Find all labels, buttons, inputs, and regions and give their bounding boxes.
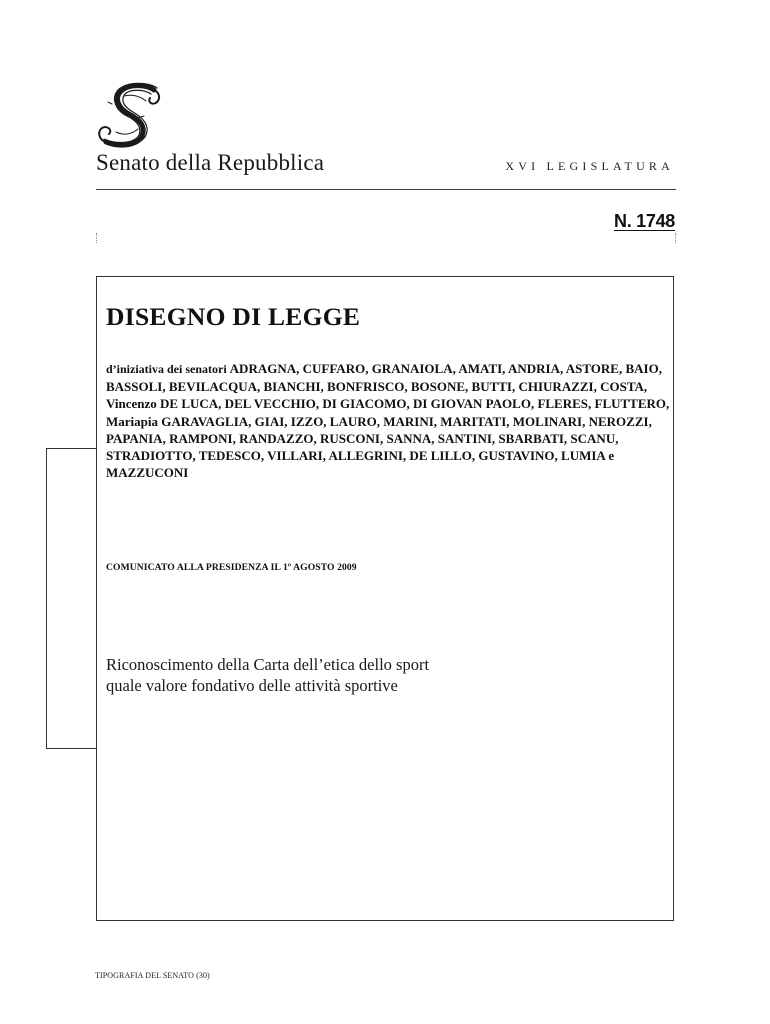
- bill-number: N. 1748: [614, 211, 675, 231]
- bill-subject: [106, 654, 586, 696]
- subject-line-1: Riconoscimento della Carta dell’etica dello sport: [106, 655, 430, 674]
- document-type-title: DISEGNO DI LEGGE: [106, 302, 361, 331]
- side-bracket: [46, 448, 96, 749]
- crop-mark-left: [96, 233, 98, 243]
- institution-name: Senato della Repubblica: [96, 150, 325, 175]
- sponsors-list: [106, 360, 671, 481]
- crop-mark-right: [675, 233, 677, 243]
- sponsors-names: ADRAGNA, CUFFARO, GRANAIOLA, AMATI, ANDRIA, ASTORE, BAIO, BASSOLI, BEVILACQUA, BIANCHI, BONFRISCO, BOSONE, BUTTI, CHIURAZZI, COSTA, Vincenzo DE LUCA, DEL VECCHIO, DI GIACOMO, DI GIOVAN PAOLO, FLERES, FLUTTERO, Mariapia GARAVAGLIA, GIAI, IZZO, LAURO, MARINI, MARITATI, MOLINARI, NEROZZI, PAPANIA, RAMPONI, RANDAZZO, RUSCONI, SANNA, SANTINI, SBARBATI, SCANU, STRADIOTTO, TEDESCO, VILLARI, ALLEGRINI, DE LILLO, GUSTAVINO, LUMIA e MAZZUCONI: [106, 361, 670, 481]
- printer-note: TIPOGRAFIA DEL SENATO (30): [95, 971, 210, 980]
- subject-line-2: quale valore fondativo delle attività sportive: [106, 676, 398, 695]
- legislature-label: XVI LEGISLATURA: [505, 159, 674, 173]
- communication-date: COMUNICATO ALLA PRESIDENZA IL 1º AGOSTO 2009: [106, 562, 357, 573]
- header-divider: [96, 189, 676, 190]
- senate-s-emblem-icon: [94, 82, 168, 152]
- sponsors-intro: d’iniziativa dei senatori: [106, 362, 230, 376]
